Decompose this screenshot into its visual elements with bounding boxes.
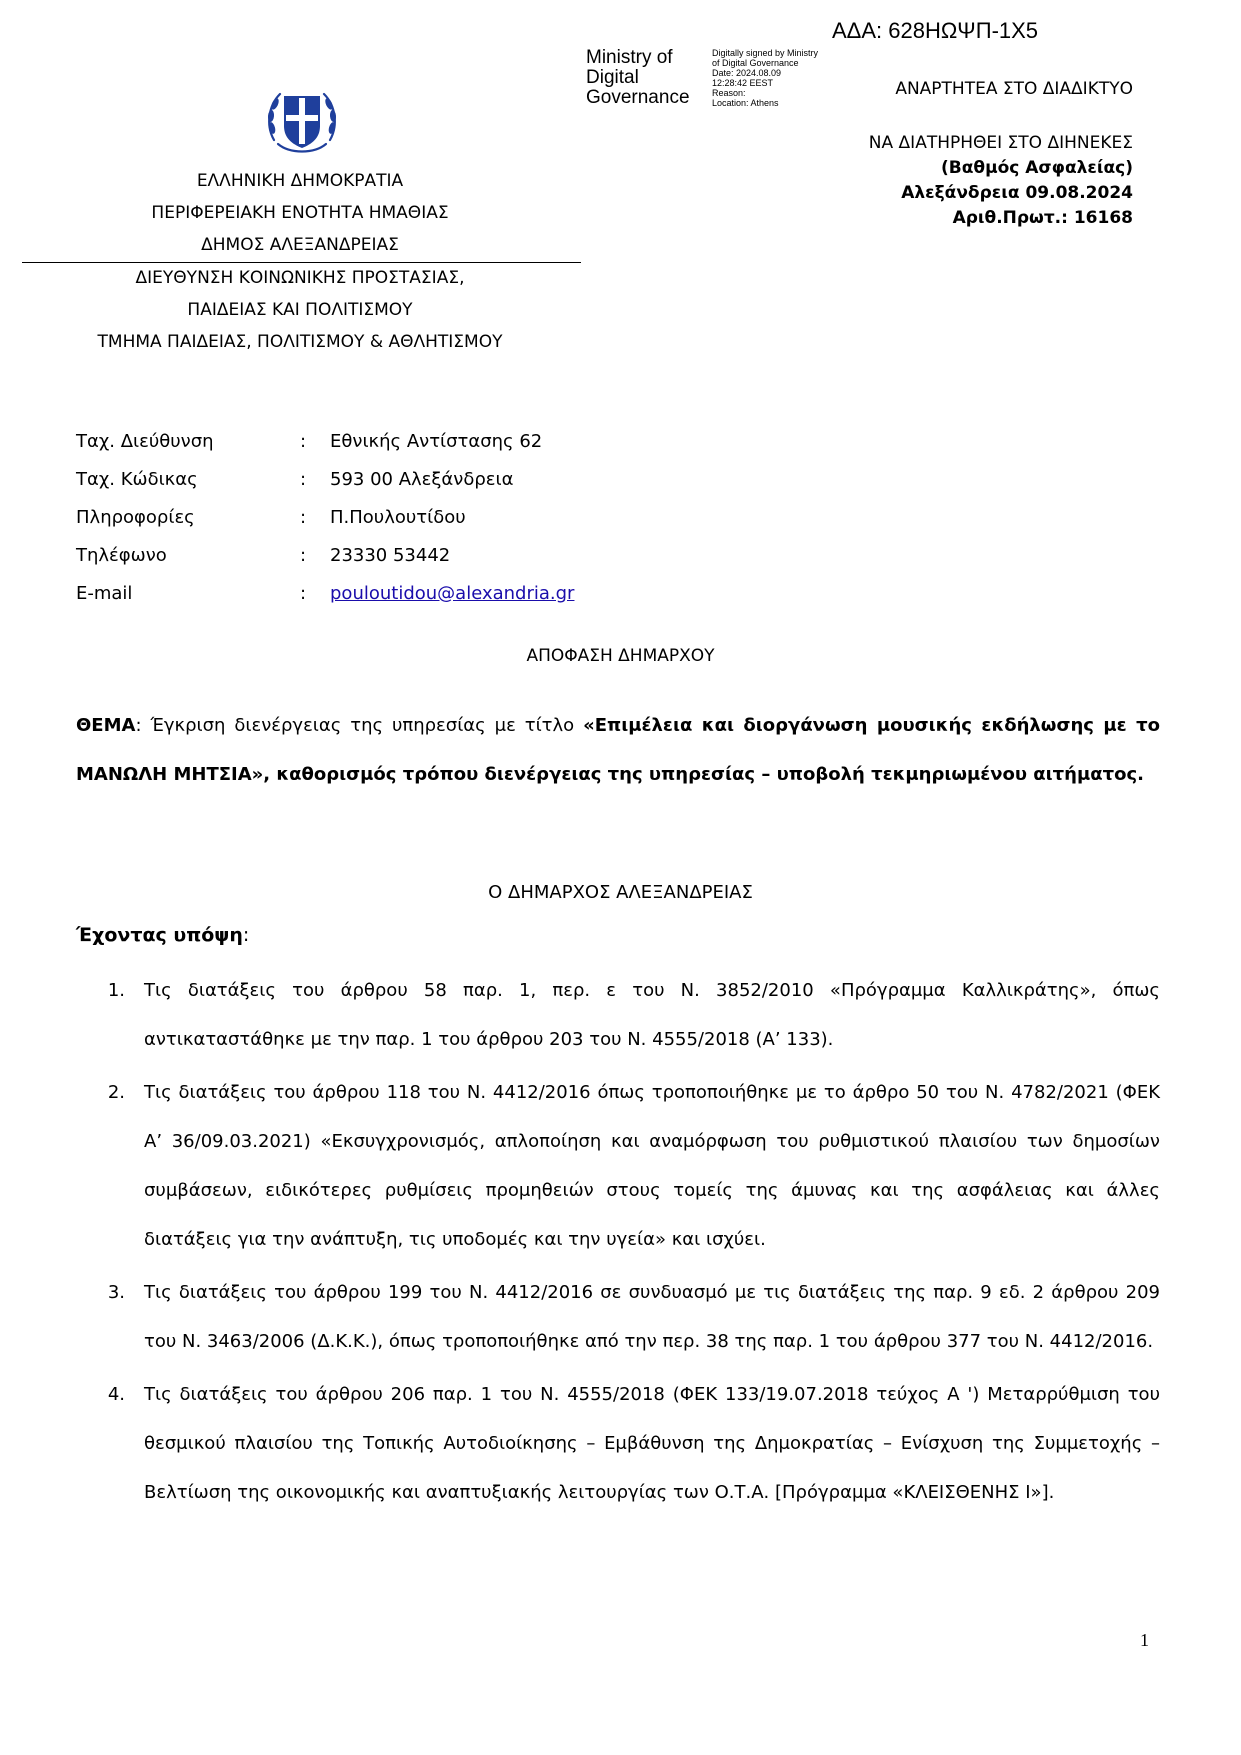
contact-value: 23330 53442 bbox=[330, 545, 451, 566]
protocol-number: Αριθ.Πρωτ.: 16168 bbox=[952, 208, 1133, 228]
greek-coat-of-arms-icon bbox=[260, 78, 344, 162]
signature-details bbox=[712, 48, 818, 108]
list-item-number: 3. bbox=[107, 1282, 125, 1303]
department-block bbox=[40, 262, 560, 358]
header-right bbox=[869, 77, 1133, 231]
post-online-label: ΑΝΑΡΤΗΤΕΑ ΣΤΟ ΔΙΑΔΙΚΤΥΟ bbox=[895, 79, 1133, 99]
contact-row-postcode bbox=[76, 469, 574, 507]
decision-title: ΑΠΟΦΑΣΗ ΔΗΜΑΡΧΟΥ bbox=[526, 646, 715, 666]
having-considered-colon: : bbox=[242, 924, 250, 946]
ada-code: ΑΔΑ: 628ΗΩΨΠ-1Χ5 bbox=[832, 18, 1039, 43]
signature-name-line: Ministry of bbox=[586, 47, 673, 68]
contact-value: Π.Πουλουτίδου bbox=[330, 507, 466, 528]
contact-value bbox=[330, 583, 574, 621]
subject-bold-text: «Επιμέλεια και διοργάνωση μουσικής εκδήλωσης με το ΜΑΝΩΛΗ ΜΗΤΣΙΑ», καθορισμός τρόπου διενέργειας της υπηρεσίας – υποβολή τεκμηριωμένου αιτήματος. bbox=[76, 715, 1160, 785]
contact-row-info bbox=[76, 507, 574, 545]
signature-detail-line: Date: 2024.08.09 bbox=[712, 68, 782, 78]
contact-label: E-mail bbox=[76, 583, 133, 604]
signature-name-line: Digital bbox=[586, 67, 639, 88]
list-item bbox=[76, 1370, 1160, 1517]
signature-name-line: Governance bbox=[586, 87, 690, 108]
subject-paragraph bbox=[76, 701, 1160, 799]
department-line: ΠΑΙΔΕΙΑΣ ΚΑΙ ΠΟΛΙΤΙΣΜΟΥ bbox=[187, 300, 413, 320]
contact-separator: : bbox=[300, 583, 307, 604]
subject-label: ΘΕΜΑ bbox=[76, 715, 136, 736]
contact-separator: : bbox=[300, 431, 307, 452]
list-item-number: 1. bbox=[107, 980, 125, 1001]
contact-separator: : bbox=[300, 507, 307, 528]
department-line: ΔΙΕΥΘΥΝΣΗ ΚΟΙΝΩΝΙΚΗΣ ΠΡΟΣΤΑΣΙΑΣ, bbox=[135, 268, 465, 288]
signature-name bbox=[586, 48, 690, 108]
having-considered bbox=[76, 924, 249, 946]
mayor-title: Ο ΔΗΜΑΡΧΟΣ ΑΛΕΞΑΝΔΡΕΙΑΣ bbox=[488, 882, 753, 903]
department-line: ΤΜΗΜΑ ΠΑΙΔΕΙΑΣ, ΠΟΛΙΤΙΣΜΟΥ & ΑΘΛΗΤΙΣΜΟΥ bbox=[97, 332, 503, 352]
contact-separator: : bbox=[300, 469, 307, 490]
list-item bbox=[76, 1068, 1160, 1264]
contact-label: Τηλέφωνο bbox=[76, 545, 167, 566]
list-item-number: 2. bbox=[107, 1082, 125, 1103]
contact-label: Ταχ. Κώδικας bbox=[76, 469, 198, 490]
list-item-text: Τις διατάξεις του άρθρου 199 του Ν. 4412/2016 σε συνδυασμό με τις διατάξεις της παρ. 9 εδ. 2 άρθρου 209 του Ν. 3463/2006 (Δ.Κ.Κ.), όπως τροποποιήθηκε από την περ. 38 της παρ. 1 του άρθρου 377 του Ν. 4412/2016. bbox=[144, 1282, 1160, 1352]
contact-row-email bbox=[76, 583, 574, 621]
municipality-label: ΔΗΜΟΣ ΑΛΕΞΑΝΔΡΕΙΑΣ bbox=[201, 235, 399, 255]
contact-label: Ταχ. Διεύθυνση bbox=[76, 431, 214, 452]
contact-separator: : bbox=[300, 545, 307, 566]
document-date: Αλεξάνδρεια 09.08.2024 bbox=[901, 183, 1133, 203]
contact-row-address bbox=[76, 431, 574, 469]
signature-detail-line: Reason: bbox=[712, 88, 746, 98]
keep-forever-label: ΝΑ ΔΙΑΤΗΡΗΘΕΙ ΣΤΟ ΔΙΗΝΕΚΕΣ bbox=[868, 133, 1133, 153]
list-item-number: 4. bbox=[107, 1384, 125, 1405]
contact-label: Πληροφορίες bbox=[76, 507, 195, 528]
signature-detail-line: Digitally signed by Ministry bbox=[712, 48, 819, 58]
list-item bbox=[76, 1268, 1160, 1366]
contact-value: Εθνικής Αντίστασης 62 bbox=[330, 431, 543, 452]
email-link[interactable]: pouloutidou@alexandria.gr bbox=[330, 583, 575, 604]
signature-detail-line: 12:28:42 EEST bbox=[712, 78, 774, 88]
considerations-list bbox=[76, 966, 1160, 1517]
signature-detail-line: of Digital Governance bbox=[712, 58, 799, 68]
republic-label: ΕΛΛΗΝΙΚΗ ΔΗΜΟΚΡΑΤΙΑ bbox=[196, 171, 404, 191]
list-item-text: Τις διατάξεις του άρθρου 206 παρ. 1 του Ν. 4555/2018 (ΦΕΚ 133/19.07.2018 τεύχος Α ') Μεταρρύθμιση του θεσμικού πλαισίου της Τοπικής Αυτοδιοίκησης – Εμβάθυνση της Δημοκρατίας – Ενίσχυση της Συμμετοχής – Βελτίωση της οικονομικής και αναπτυξιακής λειτουργίας των Ο.Τ.Α. [Πρόγραμμα «ΚΛΕΙΣΘΕΝΗΣ Ι»]. bbox=[144, 1384, 1160, 1503]
contact-value: 593 00 Αλεξάνδρεια bbox=[330, 469, 514, 490]
list-item bbox=[76, 966, 1160, 1064]
having-considered-label: Έχοντας υπόψη bbox=[76, 924, 243, 946]
signature-detail-line: Location: Athens bbox=[712, 98, 779, 108]
page-number: 1 bbox=[1140, 1630, 1149, 1650]
contact-info bbox=[76, 431, 574, 621]
contact-row-phone bbox=[76, 545, 574, 583]
list-item-text: Τις διατάξεις του άρθρου 58 παρ. 1, περ. ε του Ν. 3852/2010 «Πρόγραμμα Καλλικράτης», όπως αντικαταστάθηκε με την παρ. 1 του άρθρου 203 του Ν. 4555/2018 (Α’ 133). bbox=[144, 980, 1160, 1050]
regional-unit-label: ΠΕΡΙΦΕΡΕΙΑΚΗ ΕΝΟΤΗΤΑ ΗΜΑΘΙΑΣ bbox=[151, 203, 449, 223]
list-item-text: Τις διατάξεις του άρθρου 118 του Ν. 4412/2016 όπως τροποποιήθηκε με το άρθρο 50 του Ν. 4782/2021 (ΦΕΚ Α’ 36/09.03.2021) «Εκσυγχρονισμός, απλοποίηση και αναμόρφωση του ρυθμιστικού πλαισίου των δημοσίων συμβάσεων, ειδικότερες ρυθμίσεις προμηθειών στους τομείς της άμυνας και της ασφάλειας και άλλες διατάξεις για την ανάπτυξη, τις υποδομές και την υγεία» και ισχύει. bbox=[144, 1082, 1160, 1250]
header-left bbox=[40, 165, 560, 261]
subject-plain-text: : Έγκριση διενέργειας της υπηρεσίας με τίτλο bbox=[135, 715, 584, 736]
security-label: (Βαθμός Ασφαλείας) bbox=[940, 158, 1133, 178]
